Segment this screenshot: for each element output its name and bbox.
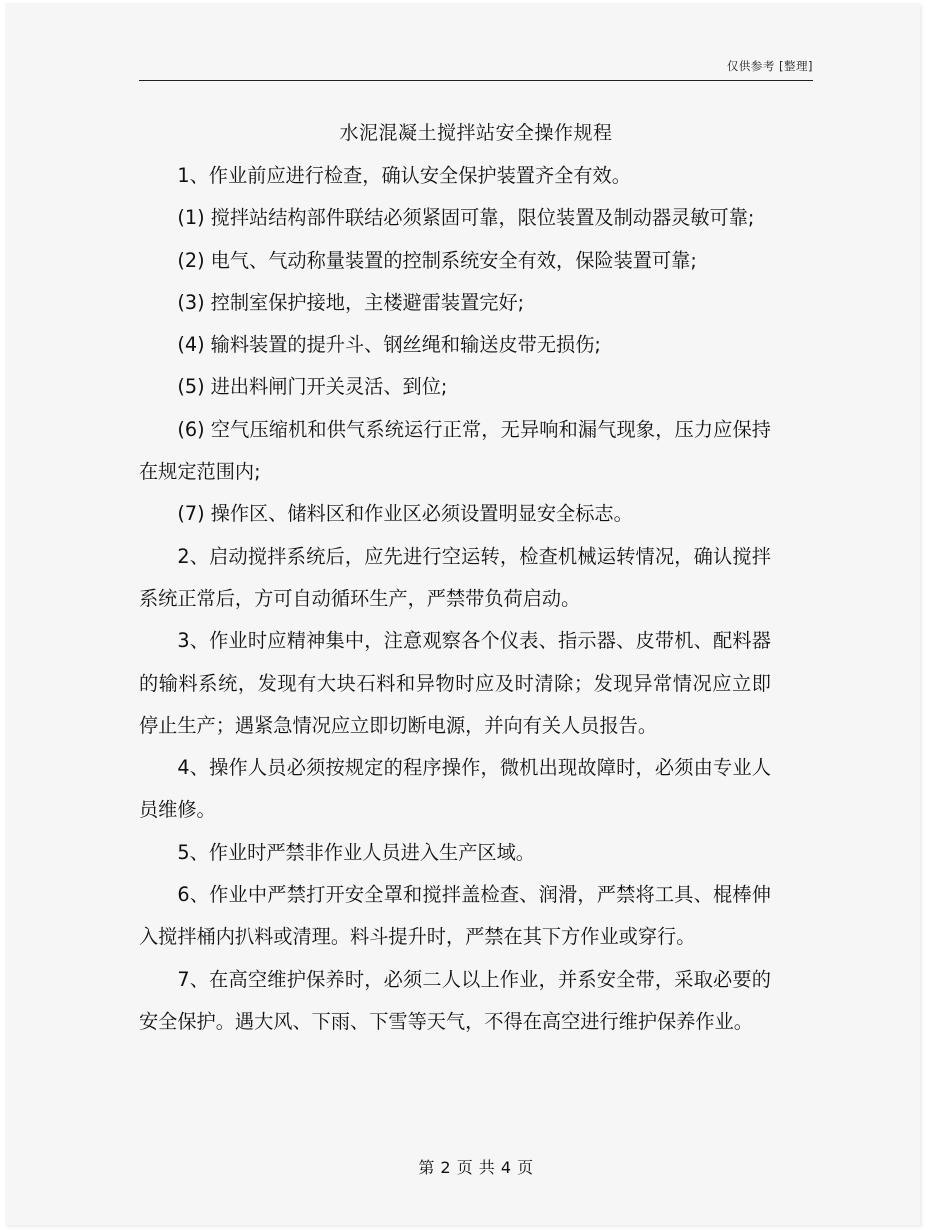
paragraph: (5) 进出料闸门开关灵活、到位; <box>177 375 448 399</box>
paragraph: (2) 电气、气动称量装置的控制系统安全有效，保险装置可靠; <box>177 248 697 272</box>
paragraph: 4、操作人员必须按规定的程序操作，微机出现故障时，必须由专业人员维修。 <box>139 756 771 822</box>
document-page <box>5 3 920 1225</box>
paragraph: (3) 控制室保护接地，主楼避雷装置完好; <box>177 290 525 314</box>
page-header <box>139 54 813 81</box>
paragraph: (7) 操作区、储料区和作业区必须设置明显安全标志。 <box>177 502 633 526</box>
header-note: 仅供参考 [整理] <box>726 59 813 73</box>
paragraph: (6) 空气压缩机和供气系统运行正常，无异响和漏气现象，压力应保持在规定范围内; <box>139 417 771 484</box>
paragraph: 5、作业时严禁非作业人员进入生产区域。 <box>177 840 535 864</box>
paragraph: (1) 搅拌站结构部件联结必须紧固可靠，限位装置及制动器灵敏可靠; <box>177 206 755 230</box>
paragraph: (4) 输料装置的提升斗、钢丝绳和输送皮带无损伤; <box>177 333 601 357</box>
paragraph: 7、在高空维护保养时，必须二人以上作业，并系安全带，采取必要的安全保护。遇大风、下雨、下雪等天气，不得在高空进行维护保养作业。 <box>139 967 771 1033</box>
paragraph: 6、作业中严禁打开安全罩和搅拌盖检查、润滑，严禁将工具、棍棒伸入搅拌桶内扒料或清理。料斗提升时，严禁在其下方作业或穿行。 <box>139 883 771 949</box>
page-number: 第 2 页 共 4 页 <box>418 1158 534 1177</box>
paragraph: 2、启动搅拌系统后，应先进行空运转，检查机械运转情况，确认搅拌系统正常后，方可自动循环生产，严禁带负荷启动。 <box>139 544 771 610</box>
paragraph: 1、作业前应进行检查，确认安全保护装置齐全有效。 <box>177 164 631 187</box>
document-body <box>139 155 771 1043</box>
paragraph: 3、作业时应精神集中，注意观察各个仪表、指示器、皮带机、配料器的输料系统，发现有大块石料和异物时应及时清除；发现异常情况应立即停止生产；遇紧急情况应立即切断电源，并向有关人员报告。 <box>139 629 771 737</box>
document-title: 水泥混凝土搅拌站安全操作规程 <box>339 122 613 144</box>
